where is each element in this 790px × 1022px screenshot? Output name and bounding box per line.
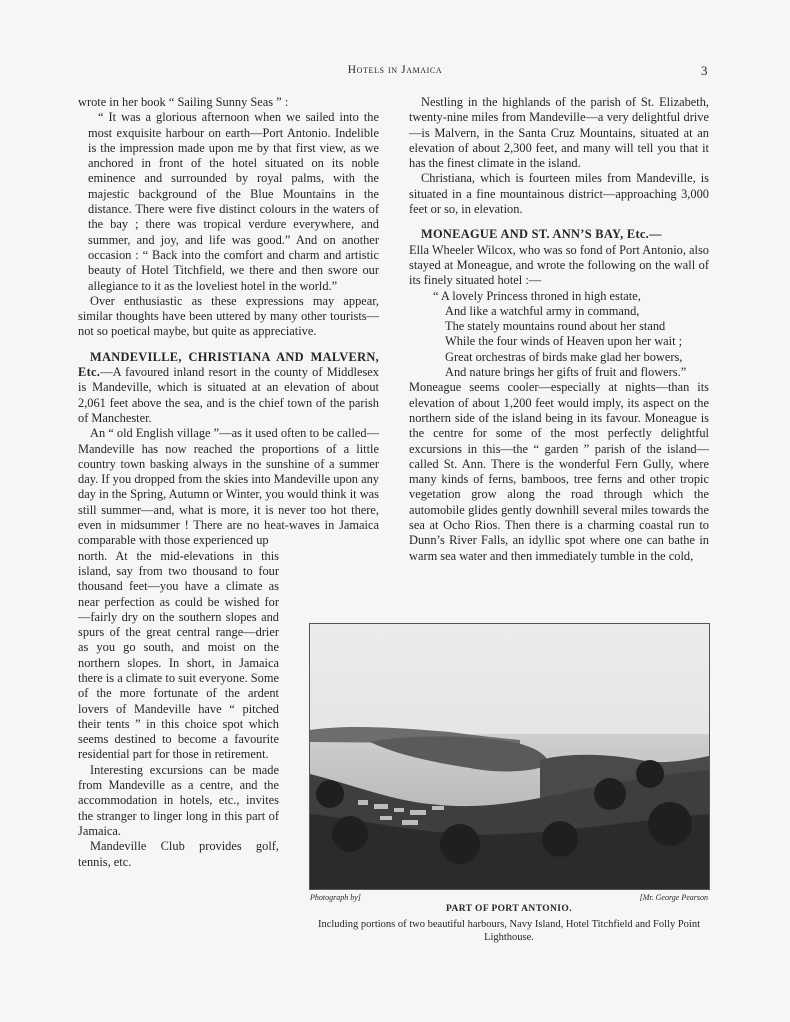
- paragraph: Nestling in the highlands of the parish of St. Elizabeth, twenty-nine miles from Mandeville—a very delightful drive—is Malvern, in the Santa Cruz Mountains, situated at an elevation of about 2,300 feet, and many will tell you that it has the finest climate in the island.: [409, 95, 709, 171]
- poem-line: And like a watchful army in command,: [445, 303, 640, 318]
- paragraph: wrote in her book “ Sailing Sunny Seas ” :: [78, 95, 289, 109]
- poem-line: “ A lovely Princess throned in high estate,: [433, 288, 641, 303]
- poem-line: The stately mountains round about her stand: [445, 319, 666, 334]
- poem-line: While the four winds of Heaven upon her wait ;: [445, 334, 683, 349]
- running-title: Hotels in Jamaica: [347, 64, 443, 76]
- harbour-photograph: [309, 623, 710, 890]
- right-column: [409, 95, 709, 564]
- paragraph-continued: north. At the mid-elevations in this island, say from two thousand to four thousand feet—you have a climate as near perfection as could be wished for—fairly dry on the southern slopes and spurs of the great central range—drier as you go south, and moist on the northern slopes. In short, in Jamaica there is a climate to suit everyone. Some of the more fortunate of the ardent lovers of Mandeville have “ pitched their tents ” in this choice spot which seems destined to become a favourite residential part for those in retirement.: [78, 548, 279, 762]
- section-heading: MANDEVILLE, CHRISTIANA AND MALVERN, Etc.: [78, 349, 379, 380]
- paragraph: An “ old English village ”—as it used often to be called—Mandeville has now reached the proportions of a little country town basking always in the sunshine of a summer day. If you dropped from the skies into Mandeville upon any day in the Spring, Autumn or Winter, you would think it was still summer—and, what is more, it is never too hot there, even in midsummer ! There are no heat-waves in Jamaica comparable with those experienced up: [78, 426, 379, 548]
- paragraph: Christiana, which is fourteen miles from Mandeville, is situated in a fine mountainous district—approaching 3,000 feet or so, in elevation.: [409, 171, 709, 217]
- page-number: 3: [701, 63, 708, 78]
- paragraph: Mandeville Club provides golf, tennis, etc.: [78, 839, 279, 869]
- figure-caption-body: Including portions of two beautiful harbours, Navy Island, Hotel Titchfield and Folly Point Lighthouse.: [317, 919, 701, 943]
- harbour-photo-image: [310, 624, 709, 889]
- paragraph: Ella Wheeler Wilcox, who was so fond of Port Antonio, also stayed at Moneague, and wrote the following on the wall of its finely situated hotel :—: [409, 242, 709, 288]
- poem: [433, 289, 709, 381]
- quoted-paragraph: “ It was a glorious afternoon when we sailed into the most exquisite harbour on earth—Port Antonio. Indelible is the impression made upon me by that first view, as we anchored in front of the hotel situated on its noble eminence and surrounded by royal palms, with the majestic background of the Blue Mountains in the distance. There were five distinct colours in the waters of the bay ; there was tropical verdure everywhere, and summer, and joy, and life was good.” And on another occasion : “ Back into the comfort and charm and artistic beauty of Hotel Titchfield, we there and then swore our allegiance to it as the loveliest hotel in the world.”: [88, 110, 379, 293]
- paragraph: Interesting excursions can be made from Mandeville as a centre, and the accommodation in hotels, etc., invites the stranger to linger long in this part of Jamaica.: [78, 762, 279, 838]
- section-heading: MONEAGUE AND ST. ANN’S BAY, Etc.—: [421, 227, 662, 242]
- poem-line: And nature brings her gifts of fruit and flowers.”: [445, 365, 687, 380]
- paragraph: Over enthusiastic as these expressions may appear, similar thoughts have been uttered by many other tourists—not so poetical maybe, but quite as appreciative.: [78, 293, 379, 339]
- photo-credit-right: [Mr. George Pearson: [639, 893, 708, 902]
- section-text: —A favoured inland resort in the county of Middlesex is Mandeville, which is situated at an elevation of about 2,061 feet above the sea, and is the chief town of the parish of Manchester.: [78, 365, 379, 425]
- paragraph: Moneague seems cooler—especially at nights—than its elevation of about 1,200 feet would imply, its aspect on the northern side of the island being in its favour. Moneague is the centre for some of the most perfectly delightful excursions in this—the “ garden ” parish of the island—called St. Ann. There is the wonderful Fern Gully, where many kinds of ferns, bamboos, tree ferns and other tropic vegetation grow along the road through which the automobile glides gently downhill several miles towards the sea at Ocho Rios. Then there is a charming coastal run to Dunn’s River Falls, an idyllic spot where one can bathe in warm sea water and then immediately tumble in the cold,: [409, 380, 709, 563]
- figure-caption-title: PART OF PORT ANTONIO.: [446, 904, 572, 914]
- poem-line: Great orchestras of birds make glad her bowers,: [445, 349, 683, 364]
- section-paragraph: [78, 350, 379, 426]
- photo-credit-left: Photograph by]: [310, 893, 361, 902]
